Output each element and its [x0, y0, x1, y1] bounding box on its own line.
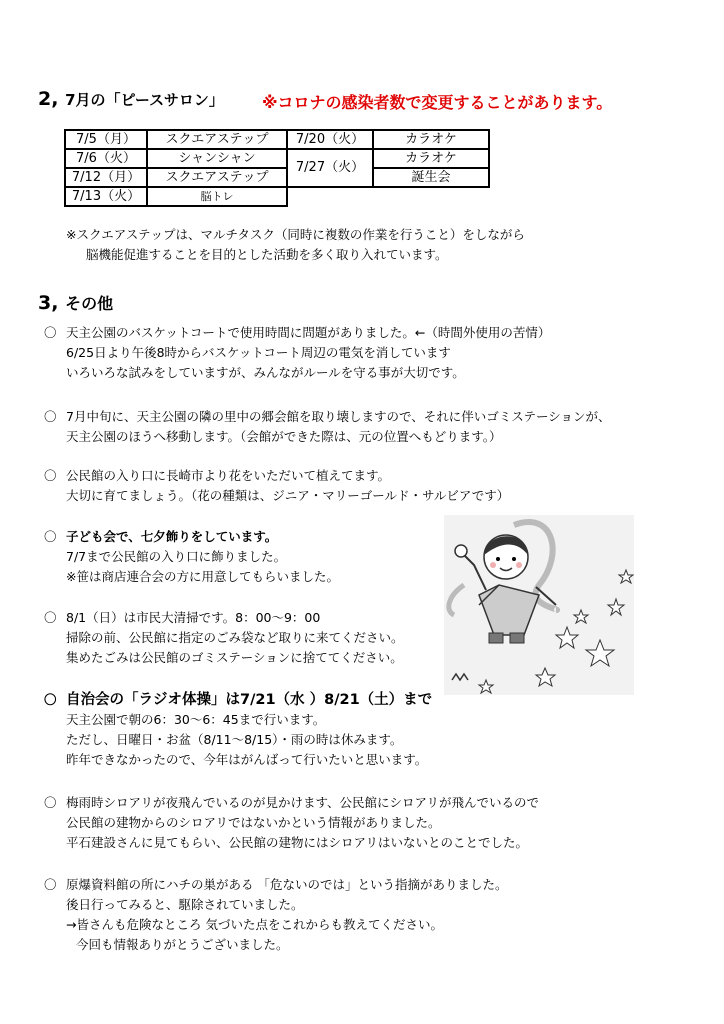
item-line: ※笹は商店連合会の方に用意してもらいました。 — [66, 569, 339, 584]
note-line-1: ※スクエアステップは、マルチタスク（同時に複数の作業を行うこと）をしながら — [66, 227, 525, 242]
list-item — [44, 407, 610, 447]
schedule-activity: カラオケ — [373, 149, 489, 168]
schedule-activity: シャンシャン — [147, 149, 287, 168]
schedule-activity: 脳トレ — [147, 187, 287, 206]
schedule-activity: 誕生会 — [373, 168, 489, 187]
bullet-circle: 〇 — [44, 795, 57, 810]
section-2-number: 2, — [38, 88, 59, 110]
bullet-circle: 〇 — [44, 325, 57, 340]
section-3-heading — [38, 291, 113, 314]
item-line: 集めたごみは公民館のゴミステーションに捨ててください。 — [66, 650, 403, 665]
tanabata-illustration — [444, 515, 634, 695]
tanabata-child-icon — [444, 515, 634, 695]
schedule-activity: スクエアステップ — [147, 130, 287, 149]
item-line: 後日行ってみると、駆除されていました。 — [66, 897, 304, 912]
item-line: 公民館の入り口に長崎市より花をいただいて植えてます。 — [66, 468, 391, 483]
list-item — [44, 466, 509, 506]
item-line: 公民館の建物からのシロアリではないかという情報がありました。 — [66, 815, 441, 830]
bullet-circle: 〇 — [44, 877, 57, 892]
schedule-date: 7/13（火） — [65, 187, 147, 206]
bullet-circle: 〇 — [44, 610, 57, 625]
list-item — [44, 875, 507, 955]
schedule-date: 7/5（月） — [65, 130, 147, 149]
list-item — [44, 690, 432, 770]
list-item — [44, 323, 550, 383]
bullet-circle: 〇 — [44, 468, 57, 483]
item-line: 6/25日より午後8時からバスケットコート周辺の電気を消しています — [66, 345, 451, 360]
table-row — [65, 168, 489, 187]
item-line: 掃除の前、公民館に指定のごみ袋など取りに来てください。 — [66, 630, 404, 645]
schedule-table — [64, 129, 490, 207]
table-row — [65, 187, 489, 206]
item-line: 平石建設さんに見てもらい、公民館の建物にはシロアリはいないとのことでした。 — [66, 835, 529, 850]
item-line: 天主公園のバスケットコートで使用時間に問題がありました。←（時間外使用の苦情） — [66, 325, 551, 340]
table-row — [65, 130, 489, 149]
item-line: 子ども会で、七夕飾りをしています。 — [66, 529, 278, 544]
schedule-date: 7/27（火） — [287, 149, 373, 187]
list-item — [44, 608, 404, 668]
item-line: 原爆資料館の所にハチの巣がある 「危ないのでは」という指摘がありました。 — [66, 877, 508, 892]
section-3-title: その他 — [65, 294, 114, 313]
item-line: 7/7まで公民館の入り口に飾りました。 — [66, 549, 287, 564]
bullet-circle: 〇 — [44, 529, 57, 544]
item-line: ただし、日曜日・お盆（8/11～8/15）・雨の時は休みます。 — [66, 732, 403, 747]
list-item — [44, 793, 539, 853]
item-line: 今回も情報ありがとうございました。 — [76, 937, 289, 952]
schedule-activity: カラオケ — [373, 130, 489, 149]
item-line: →皆さんも危険なところ 気づいた点をこれからも教えてください。 — [66, 917, 443, 932]
section-3-number: 3, — [38, 292, 59, 314]
item-line: 7月中旬に、天主公園の隣の里中の郷会館を取り壊しますので、それに伴いゴミステーションが、 — [66, 409, 611, 424]
note-line-2: 脳機能促進することを目的とした活動を多く取り入れています。 — [86, 247, 448, 262]
schedule-activity: スクエアステップ — [147, 168, 287, 187]
schedule-date: 7/6（火） — [65, 149, 147, 168]
item-line: 大切に育てましょう。（花の種類は、ジニア・マリーゴールド・サルビアです） — [66, 488, 510, 503]
schedule-date: 7/12（月） — [65, 168, 147, 187]
bullet-circle: 〇 — [44, 409, 57, 424]
item-line: いろいろな試みをしていますが、みんながルールを守る事が大切です。 — [66, 365, 465, 380]
corona-warning: ※コロナの感染者数で変更することがあります。 — [262, 93, 613, 112]
item-line: 天主公園のほうへ移動します。（会館ができた際は、元の位置へもどります。） — [66, 429, 502, 444]
table-row — [65, 149, 489, 168]
schedule-date: 7/20（火） — [287, 130, 373, 149]
item-line: 8/1（日）は市民大清掃です。8：00～9：00 — [66, 610, 321, 625]
section-2-title: 7月の「ピースサロン」 — [65, 91, 224, 109]
item-line: 天主公園で朝の6：30～6：45まで行います。 — [66, 712, 326, 727]
item-line: 自治会の「ラジオ体操」は7/21（水 ）8/21（土）まで — [66, 692, 433, 708]
item-line: 梅雨時シロアリが夜飛んでいるのが見かけます、公民館にシロアリが飛んでいるので — [66, 795, 540, 810]
bullet-circle: 〇 — [44, 692, 57, 707]
list-item — [44, 527, 339, 587]
item-line: 昨年できなかったので、今年はがんばって行いたいと思います。 — [66, 752, 428, 767]
section-2-heading — [38, 88, 224, 110]
